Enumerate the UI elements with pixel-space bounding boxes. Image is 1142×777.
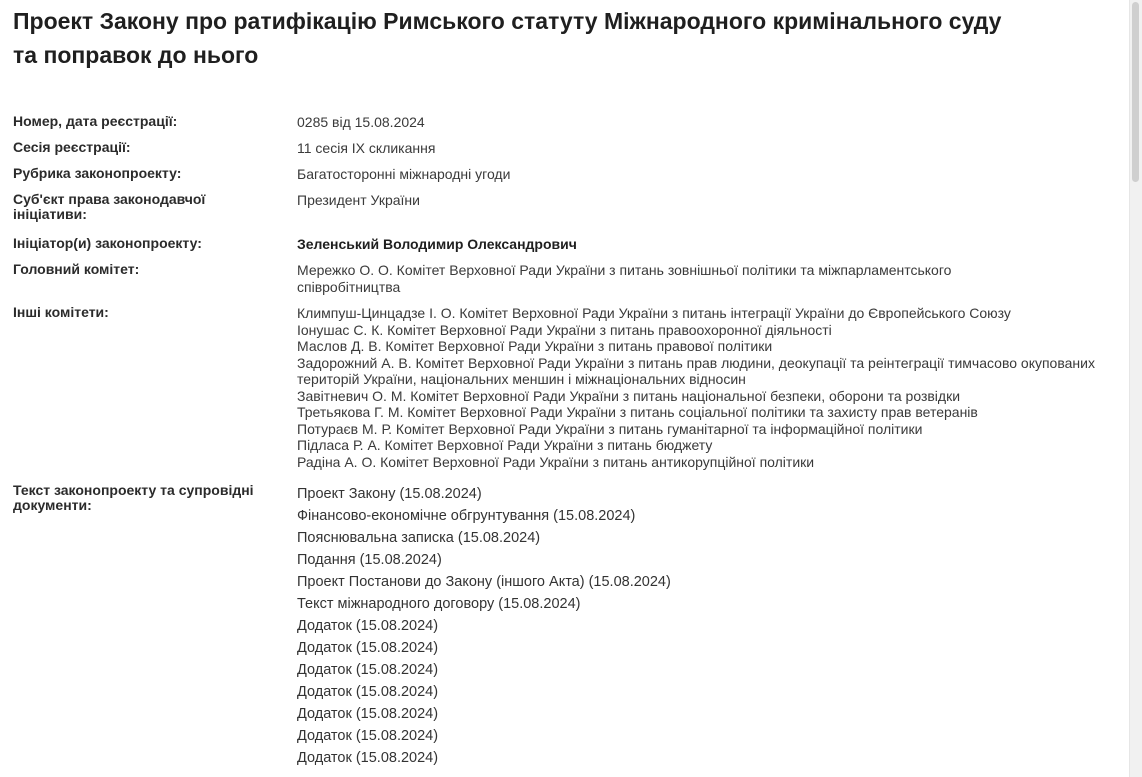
subject-value: Президент України — [297, 192, 420, 208]
page-title: Проект Закону про ратифікацію Римського статуту Міжнародного кримінального суду та поправок до нього — [13, 8, 1002, 68]
document-link-explanatory-note[interactable]: Пояснювальна записка (15.08.2024) — [297, 530, 541, 546]
document-link-appendix[interactable]: Додаток (15.08.2024) — [297, 618, 439, 634]
documents-label: Текст законопроекту та супровідні документи: — [13, 482, 254, 513]
initiator-value: Зеленський Володимир Олександрович — [297, 236, 577, 252]
document-link-draft-resolution[interactable]: Проект Постанови до Закону (іншого Акта) (15.08.2024) — [297, 574, 671, 590]
vertical-scrollbar[interactable] — [1129, 0, 1142, 777]
document-link-appendix[interactable]: Додаток (15.08.2024) — [297, 728, 439, 744]
initiator-label: Ініціатор(и) законопроекту: — [13, 235, 202, 251]
document-link-financial-justification[interactable]: Фінансово-економічне обгрунтування (15.08.2024) — [297, 508, 636, 524]
committee-item: Климпуш-Цинцадзе І. О. Комітет Верховної Ради України з питань інтеграції України до Європейського Союзу — [297, 305, 1011, 321]
document-link-appendix[interactable]: Додаток (15.08.2024) — [297, 750, 439, 766]
rubric-label: Рубрика законопроекту: — [13, 165, 182, 181]
document-link-appendix[interactable]: Додаток (15.08.2024) — [297, 640, 439, 656]
document-link-appendix[interactable]: Додаток (15.08.2024) — [297, 662, 439, 678]
documents-list — [297, 483, 1097, 769]
committee-item: Маслов Д. В. Комітет Верховної Ради України з питань правової політики — [297, 338, 773, 354]
rubric-value: Багатосторонні міжнародні угоди — [297, 166, 511, 182]
committee-item: Радіна А. О. Комітет Верховної Ради України з питань антикорупційної політики — [297, 453, 815, 470]
document-link-appendix[interactable]: Додаток (15.08.2024) — [297, 684, 439, 700]
document-link-submission[interactable]: Подання (15.08.2024) — [297, 552, 442, 568]
registration-label: Номер, дата реєстрації: — [13, 113, 178, 129]
document-link-treaty-text[interactable]: Текст міжнародного договору (15.08.2024) — [297, 596, 581, 612]
committee-item: Третьякова Г. М. Комітет Верховної Ради України з питань соціальної політики та захисту прав ветеранів — [297, 404, 978, 420]
subject-label: Суб'єкт права законодавчої ініціативи: — [13, 191, 206, 222]
other-committees-list — [297, 305, 1097, 470]
committee-item: Завітневич О. М. Комітет Верховної Ради України з питань національної безпеки, оборони та розвідки — [297, 387, 961, 404]
other-committees-label: Інші комітети: — [13, 304, 109, 320]
registration-value: 0285 від 15.08.2024 — [297, 114, 425, 130]
committee-item: Підласа Р. А. Комітет Верховної Ради України з питань бюджету — [297, 437, 713, 453]
committee-item: Іонушас С. К. Комітет Верховної Ради України з питань правоохоронної діяльності — [297, 321, 832, 338]
main-committee-value: Мережко О. О. Комітет Верховної Ради України з питань зовнішньої політики та міжпарламентського співробітництва — [297, 262, 952, 295]
session-value: 11 сесія IX скликання — [297, 140, 436, 156]
document-link-appendix[interactable]: Додаток (15.08.2024) — [297, 706, 439, 722]
committee-item: Задорожний А. В. Комітет Верховної Ради України з питань прав людини, деокупації та реінтеграції тимчасово окупованих територій України, національних меншин і міжнаціональних відносин — [297, 354, 1095, 387]
document-link-bill[interactable]: Проект Закону (15.08.2024) — [297, 486, 482, 502]
committee-item: Потураєв М. Р. Комітет Верховної Ради України з питань гуманітарної та інформаційної політики — [297, 420, 923, 437]
scrollbar-thumb[interactable] — [1132, 2, 1139, 182]
session-label: Сесія реєстрації: — [13, 139, 131, 155]
main-committee-label: Головний комітет: — [13, 261, 140, 277]
